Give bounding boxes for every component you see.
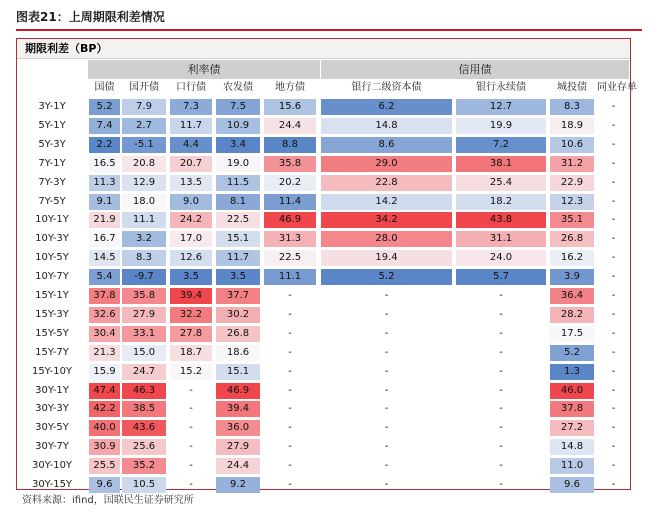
- table-cell: 34.2: [321, 212, 452, 228]
- table-cell: 11.4: [264, 194, 316, 210]
- table-cell: -: [611, 460, 616, 472]
- figure-caption: 图表21：上周期限利差情况: [16, 10, 165, 24]
- table-cell: 30.2: [216, 307, 260, 323]
- table-cell: 30.4: [89, 326, 120, 342]
- table-cell: 3.5: [170, 269, 212, 285]
- table-cell: 20.2: [264, 175, 316, 191]
- table-cell: 11.5: [216, 175, 260, 191]
- table-cell: 25.6: [122, 439, 166, 455]
- table-cell: 7.9: [122, 99, 166, 115]
- table-cell: 42.2: [89, 401, 120, 417]
- table-cell: 10.6: [550, 137, 594, 153]
- table-cell: 11.7: [170, 118, 212, 134]
- table-cell: -: [384, 384, 389, 396]
- table-cell: 11.7: [216, 250, 260, 266]
- table-cell: 15.1: [216, 364, 260, 380]
- table-cell: 21.9: [89, 212, 120, 228]
- column-header: 同业存单: [597, 82, 637, 93]
- table-cell: 21.3: [89, 345, 120, 361]
- row-label: 30Y-5Y: [35, 422, 69, 434]
- table-cell: 3.4: [216, 137, 260, 153]
- table-cell: 8.6: [321, 137, 452, 153]
- table-cell: -: [611, 290, 616, 301]
- table-cell: 24.7: [122, 364, 166, 380]
- table-cell: 2.7: [122, 118, 166, 134]
- table-cell: -: [384, 479, 389, 490]
- table-cell: 17.0: [170, 231, 212, 247]
- column-header: 银行永续债: [476, 82, 526, 93]
- table-cell: 6.2: [321, 99, 452, 115]
- table-cell: 12.9: [122, 175, 166, 191]
- table-cell: 22.5: [264, 250, 316, 266]
- table-cell: 32.2: [170, 307, 212, 323]
- table-cell: -: [384, 365, 389, 377]
- table-cell: 18.7: [170, 345, 212, 361]
- column-header: 农发债: [223, 82, 253, 93]
- table-cell: 35.2: [122, 458, 166, 474]
- table-cell: -: [288, 403, 292, 415]
- table-cell: 14.2: [321, 194, 452, 210]
- table-cell: 5.2: [89, 99, 120, 115]
- row-label: 15Y-7Y: [35, 346, 69, 358]
- column-header: 银行二级资本债: [351, 82, 422, 93]
- table-cell: 16.2: [550, 250, 594, 266]
- table-cell: 31.1: [456, 231, 546, 247]
- table-cell: 31.2: [550, 156, 594, 172]
- table-cell: 12.7: [456, 99, 546, 115]
- table-cell: 35.8: [264, 156, 316, 172]
- table-cell: 43.6: [122, 420, 166, 436]
- table-cell: 22.5: [216, 212, 260, 228]
- row-label: 15Y-3Y: [35, 308, 69, 320]
- table-cell: 17.5: [550, 326, 594, 342]
- table-cell: -: [384, 327, 389, 339]
- table-cell: -: [611, 479, 616, 490]
- table-cell: -: [611, 119, 616, 131]
- table-cell: -: [611, 403, 616, 415]
- table-cell: 25.4: [456, 175, 546, 191]
- table-cell: 8.8: [264, 137, 316, 153]
- column-header: 城投债: [557, 82, 587, 93]
- row-label: 7Y-1Y: [38, 157, 66, 169]
- column-header: 地方债: [275, 82, 305, 93]
- table-cell: 9.0: [170, 194, 212, 210]
- table-cell: 11.1: [264, 269, 316, 285]
- row-label: 30Y-7Y: [35, 441, 69, 453]
- table-cell: -: [288, 308, 292, 320]
- table-cell: 1.3: [550, 364, 594, 380]
- table-cell: -: [611, 195, 616, 207]
- table-cell: 47.4: [89, 383, 120, 399]
- table-cell: 13.5: [170, 175, 212, 191]
- table-cell: 30.9: [89, 439, 120, 455]
- table-cell: 3.9: [550, 269, 594, 285]
- table-cell: 27.9: [122, 307, 166, 323]
- table-cell: -: [499, 422, 503, 434]
- table-cell: 10.9: [216, 118, 260, 134]
- table-cell: 40.0: [89, 420, 120, 436]
- table-cell: -: [288, 346, 292, 358]
- row-label: 7Y-5Y: [38, 195, 66, 207]
- table-cell: -: [384, 308, 389, 320]
- table-cell: 37.7: [216, 288, 260, 304]
- table-cell: -: [499, 441, 503, 453]
- table-cell: 24.4: [216, 458, 260, 474]
- group-header-credit-bonds: 信用债: [321, 60, 629, 79]
- table-cell: 14.8: [550, 439, 594, 455]
- table-cell: 18.6: [216, 345, 260, 361]
- table-cell: 15.9: [89, 364, 120, 380]
- table-cell: -: [611, 138, 616, 150]
- table-cell: -: [189, 403, 193, 415]
- table-cell: 27.9: [216, 439, 260, 455]
- table-cell: -: [384, 346, 389, 358]
- row-label: 3Y-1Y: [38, 101, 66, 112]
- table-cell: -: [611, 214, 616, 226]
- table-cell: -: [384, 290, 389, 301]
- table-cell: 9.6: [89, 477, 120, 493]
- table-cell: -: [288, 365, 292, 377]
- table-cell: -: [384, 441, 389, 453]
- table-cell: 43.8: [456, 212, 546, 228]
- table-cell: 24.0: [456, 250, 546, 266]
- table-cell: 28.2: [550, 307, 594, 323]
- table-cell: 9.6: [550, 477, 594, 493]
- row-label: 5Y-1Y: [38, 119, 66, 131]
- row-label: 15Y-1Y: [35, 290, 69, 301]
- table-cell: 5.4: [89, 269, 120, 285]
- table-cell: -: [499, 365, 503, 377]
- table-cell: 15.1: [216, 231, 260, 247]
- table-cell: -: [189, 441, 193, 453]
- table-cell: 46.3: [122, 383, 166, 399]
- table-cell: 31.3: [264, 231, 316, 247]
- table-cell: 11.3: [89, 175, 120, 191]
- table-cell: -: [288, 460, 292, 472]
- table-cell: 18.0: [122, 194, 166, 210]
- table-cell: 2.2: [89, 137, 120, 153]
- row-label: 30Y-1Y: [35, 384, 69, 396]
- table-cell: 7.3: [170, 99, 212, 115]
- table-cell: 26.8: [550, 231, 594, 247]
- column-header: 国开债: [129, 82, 159, 93]
- table-cell: -: [288, 384, 292, 396]
- table-cell: -: [189, 460, 193, 472]
- table-cell: 15.0: [122, 345, 166, 361]
- row-label: 10Y-5Y: [35, 252, 69, 264]
- table-subtitle: 期限利差（BP）: [17, 39, 630, 59]
- table-cell: -: [384, 403, 389, 415]
- table-cell: 19.0: [216, 156, 260, 172]
- table-cell: -5.1: [122, 137, 166, 153]
- table-cell: -: [611, 422, 616, 434]
- table-cell: 10.5: [122, 477, 166, 493]
- table-cell: 32.6: [89, 307, 120, 323]
- table-cell: 25.5: [89, 458, 120, 474]
- table-cell: 7.4: [89, 118, 120, 134]
- row-label: 15Y-10Y: [31, 365, 73, 377]
- table-cell: 16.5: [89, 156, 120, 172]
- table-cell: 4.4: [170, 137, 212, 153]
- table-cell: 3.2: [122, 231, 166, 247]
- row-label: 30Y-3Y: [35, 403, 69, 415]
- table-cell: 15.2: [170, 364, 212, 380]
- row-label: 30Y-15Y: [31, 479, 73, 490]
- table-cell: 46.9: [216, 383, 260, 399]
- table-cell: 20.7: [170, 156, 212, 172]
- table-cell: -: [499, 290, 503, 301]
- caption-rule: [16, 29, 642, 31]
- table-cell: -: [499, 308, 503, 320]
- table-cell: -: [611, 441, 616, 453]
- table-cell: -: [189, 479, 193, 490]
- table-cell: 19.4: [321, 250, 452, 266]
- table-cell: 12.6: [170, 250, 212, 266]
- table-cell: 8.3: [122, 250, 166, 266]
- table-cell: 29.0: [321, 156, 452, 172]
- table-cell: 16.7: [89, 231, 120, 247]
- table-cell: 14.5: [89, 250, 120, 266]
- table-cell: -: [499, 346, 503, 358]
- table-cell: 38.1: [456, 156, 546, 172]
- table-cell: 8.3: [550, 99, 594, 115]
- table-cell: 46.0: [550, 383, 594, 399]
- table-cell: -: [611, 233, 616, 245]
- table-cell: 36.4: [550, 288, 594, 304]
- table-cell: -: [611, 327, 616, 339]
- table-cell: -: [288, 441, 292, 453]
- source-note: 资料来源：ifind，国联民生证券研究所: [22, 495, 194, 506]
- group-header-rate-bonds: 利率债: [88, 60, 320, 79]
- table-cell: -: [288, 290, 292, 301]
- table-cell: -: [611, 271, 616, 283]
- table-cell: 3.5: [216, 269, 260, 285]
- table-cell: 24.4: [264, 118, 316, 134]
- table-cell: 9.2: [216, 477, 260, 493]
- table-cell: -: [499, 479, 503, 490]
- table-cell: -: [611, 176, 616, 188]
- table-cell: -: [499, 327, 503, 339]
- row-label: 10Y-3Y: [35, 233, 69, 245]
- table-cell: 33.1: [122, 326, 166, 342]
- table-cell: 18.9: [550, 118, 594, 134]
- table-cell: 46.9: [264, 212, 316, 228]
- table-cell: -: [611, 157, 616, 169]
- table-cell: -: [611, 252, 616, 264]
- table-cell: 5.7: [456, 269, 546, 285]
- table-cell: 5.2: [321, 269, 452, 285]
- row-label: 15Y-5Y: [35, 327, 69, 339]
- table-cell: 5.2: [550, 345, 594, 361]
- table-cell: 22.8: [321, 175, 452, 191]
- table-cell: 22.9: [550, 175, 594, 191]
- table-cell: 27.2: [550, 420, 594, 436]
- column-header: 国债: [94, 82, 115, 93]
- table-cell: 38.5: [122, 401, 166, 417]
- table-cell: 37.8: [89, 288, 120, 304]
- table-cell: -9.7: [122, 269, 166, 285]
- table-cell: -: [611, 346, 616, 358]
- table-cell: 20.8: [122, 156, 166, 172]
- table-cell: -: [384, 460, 389, 472]
- spread-table: [16, 38, 637, 490]
- table-cell: -: [499, 403, 503, 415]
- row-label: 7Y-3Y: [38, 176, 66, 188]
- table-cell: 35.8: [122, 288, 166, 304]
- table-cell: 36.0: [216, 420, 260, 436]
- table-cell: 18.2: [456, 194, 546, 210]
- table-cell: 37.8: [550, 401, 594, 417]
- table-cell: 11.1: [122, 212, 166, 228]
- row-label: 10Y-7Y: [35, 271, 69, 283]
- row-label: 5Y-3Y: [38, 138, 66, 150]
- table-cell: 27.8: [170, 326, 212, 342]
- table-cell: -: [189, 422, 193, 434]
- table-cell: 26.8: [216, 326, 260, 342]
- table-cell: 11.0: [550, 458, 594, 474]
- table-cell: -: [499, 384, 503, 396]
- table-cell: -: [611, 365, 616, 377]
- table-cell: 35.1: [550, 212, 594, 228]
- table-cell: -: [611, 384, 616, 396]
- table-cell: -: [499, 460, 503, 472]
- table-cell: 9.1: [89, 194, 120, 210]
- row-label: 10Y-1Y: [35, 214, 69, 226]
- table-cell: -: [611, 101, 616, 112]
- row-label: 30Y-10Y: [31, 460, 73, 472]
- table-cell: 15.6: [264, 99, 316, 115]
- table-cell: 14.8: [321, 118, 452, 134]
- table-cell: 8.1: [216, 194, 260, 210]
- table-cell: -: [288, 327, 292, 339]
- table-cell: -: [288, 479, 292, 490]
- table-cell: 24.2: [170, 212, 212, 228]
- table-cell: 7.2: [456, 137, 546, 153]
- table-cell: 39.4: [216, 401, 260, 417]
- table-cell: 12.3: [550, 194, 594, 210]
- table-cell: 39.4: [170, 288, 212, 304]
- table-cell: -: [189, 384, 193, 396]
- table-cell: -: [384, 422, 389, 434]
- table-cell: -: [288, 422, 292, 434]
- table-cell: 7.5: [216, 99, 260, 115]
- column-header: 口行债: [176, 82, 206, 93]
- table-cell: 28.0: [321, 231, 452, 247]
- table-cell: 19.9: [456, 118, 546, 134]
- table-cell: -: [611, 308, 616, 320]
